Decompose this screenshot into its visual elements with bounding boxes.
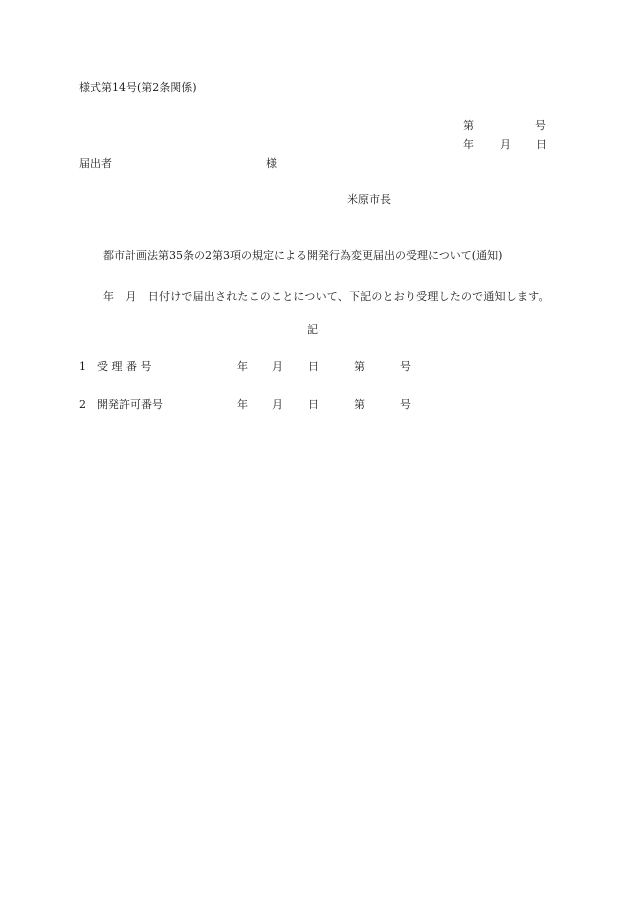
item-row-permit-number <box>79 399 559 413</box>
item-number: 1 <box>79 360 86 373</box>
item-row-receipt-number <box>79 361 559 375</box>
document-subject: 都市計画法第35条の2第3項の規定による開発行為変更届出の受理について(通知) <box>103 249 503 262</box>
item-day-label: 日 <box>308 398 319 411</box>
date-month-label: 月 <box>500 138 511 151</box>
ki-heading: 記 <box>307 323 318 336</box>
notifier-label: 届出者 <box>79 157 112 170</box>
item-number-prefix: 第 <box>354 398 365 411</box>
issuer-name: 米原市長 <box>347 193 391 206</box>
item-month-label: 月 <box>272 398 283 411</box>
item-number: 2 <box>79 398 86 411</box>
item-month-label: 月 <box>272 360 283 373</box>
form-number: 様式第14号(第2条関係) <box>79 81 197 94</box>
reference-number-suffix: 号 <box>535 119 546 132</box>
item-label: 開発許可番号 <box>97 398 163 411</box>
reference-number-prefix: 第 <box>463 119 474 132</box>
item-number-suffix: 号 <box>400 398 411 411</box>
item-label: 受 理 番 号 <box>97 360 152 373</box>
notifier-honorific: 様 <box>266 157 277 170</box>
date-year-label: 年 <box>463 138 474 151</box>
item-year-label: 年 <box>237 360 248 373</box>
item-number-suffix: 号 <box>400 360 411 373</box>
item-year-label: 年 <box>237 398 248 411</box>
date-day-label: 日 <box>536 138 547 151</box>
item-number-prefix: 第 <box>354 360 365 373</box>
body-paragraph: 年 月 日付けで届出されたこのことについて、下記のとおり受理したので通知します。 <box>103 290 550 303</box>
item-day-label: 日 <box>308 360 319 373</box>
